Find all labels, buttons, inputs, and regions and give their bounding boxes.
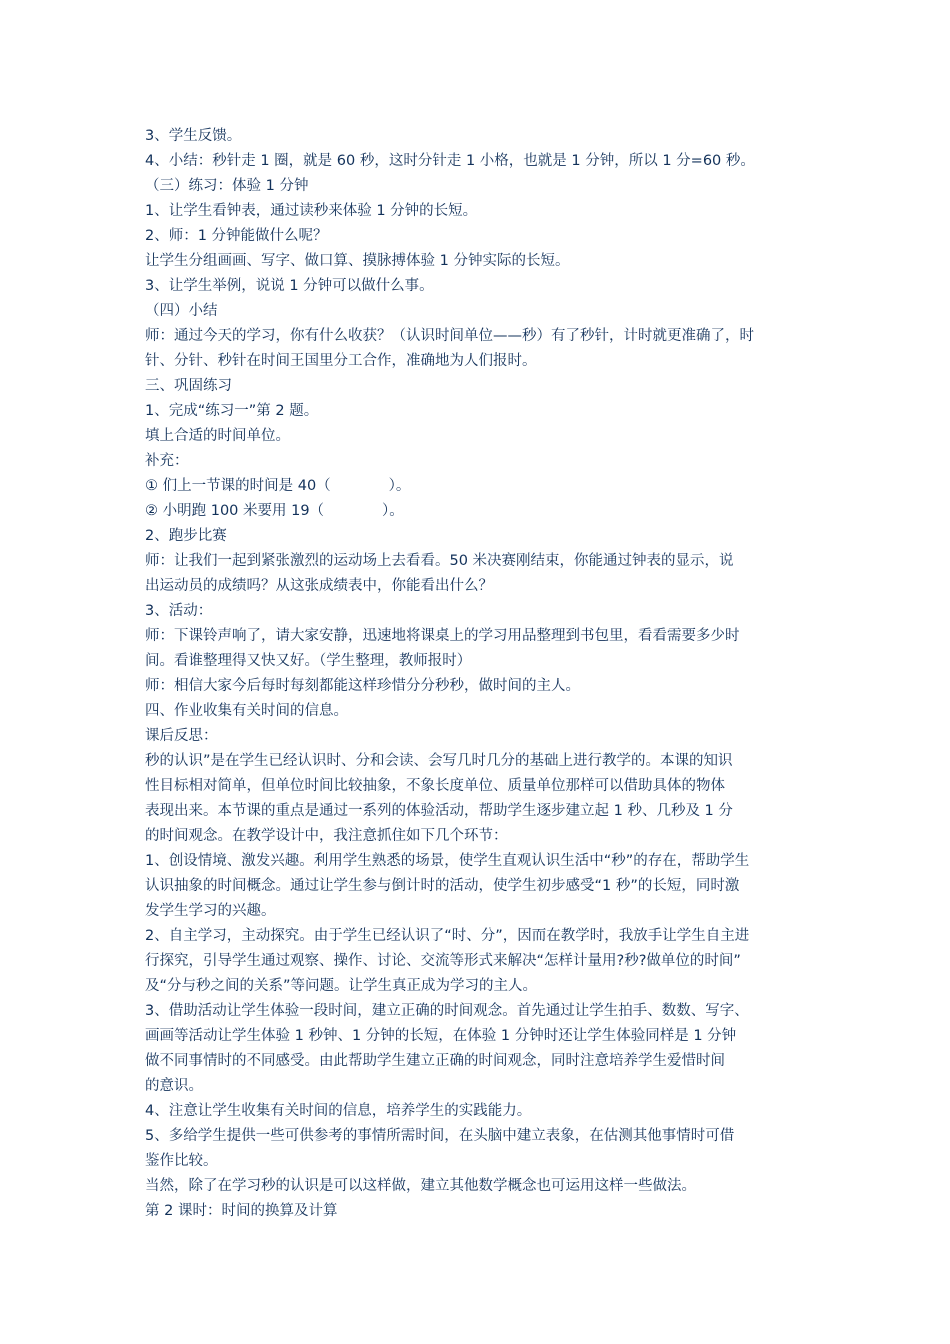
text-line: 表现出来。本节课的重点是通过一系列的体验活动，帮助学生逐步建立起 1 秒、几秒及 1 分 [145,803,733,819]
section-heading: （三）练习：体验 1 分钟 [145,178,309,194]
text-line: 的意识。 [145,1078,203,1094]
text-line: 认识抽象的时间概念。通过让学生参与倒计时的活动，使学生初步感受“1 秒”的长短，同时激 [145,878,740,894]
text-line: 1、让学生看钟表，通过读秒来体验 1 分钟的长短。 [145,203,478,219]
text-line: 2、师：1 分钟能做什么呢？ [145,228,328,244]
text-line: 做不同事情时的不同感受。由此帮助学生建立正确的时间观念，同时注意培养学生爱惜时间 [145,1053,725,1069]
text-line: 1、创设情境、激发兴趣。利用学生熟悉的场景，使学生直观认识生活中“秒”的存在，帮助学生 [145,853,750,869]
text-line: 4、注意让学生收集有关时间的信息，培养学生的实践能力。 [145,1103,532,1119]
text-line: 师：相信大家今后每时每刻都能这样珍惜分分秒秒，做时间的主人。 [145,678,580,694]
text-line: 3、活动： [145,603,213,619]
exercise-item: ① 们上一节课的时间是 40（ ）。 [145,478,411,494]
text-line: 间。看谁整理得又快又好。（学生整理，教师报时） [145,653,472,669]
text-line: 性目标相对简单，但单位时间比较抽象，不象长度单位、质量单位那样可以借助具体的物体 [145,778,725,794]
text-line: 填上合适的时间单位。 [145,428,290,444]
text-line: 发学生学习的兴趣。 [145,903,276,919]
text-line: 3、借助活动让学生体验一段时间，建立正确的时间观念。首先通过让学生拍手、数数、写字、 [145,1003,749,1019]
section-heading: 课后反思： [145,728,218,744]
text-line: 的时间观念。在教学设计中，我注意抓住如下几个环节： [145,828,508,844]
text-line: 2、自主学习，主动探究。由于学生已经认识了“时、分”，因而在教学时，我放手让学生自主进 [145,928,750,944]
text-line: 秒的认识”是在学生已经认识时、分和会读、会写几时几分的基础上进行教学的。本课的知识 [145,753,733,769]
text-line: 2、跑步比赛 [145,528,227,544]
text-line: 让学生分组画画、写字、做口算、摸脉搏体验 1 分钟实际的长短。 [145,253,570,269]
text-line: 4、小结：秒针走 1 圈，就是 60 秒，这时分针走 1 小格，也就是 1 分钟，所以 1 分=60 秒。 [145,153,755,169]
text-line: 鉴作比较。 [145,1153,218,1169]
section-heading: 第 2 课时：时间的换算及计算 [145,1203,338,1219]
text-line: 师：通过今天的学习，你有什么收获？（认识时间单位——秒）有了秒针，计时就更准确了，时 [145,328,754,344]
exercise-item: ② 小明跑 100 米要用 19（ ）。 [145,503,404,519]
text-line: 5、多给学生提供一些可供参考的事情所需时间，在头脑中建立表象，在估测其他事情时可借 [145,1128,735,1144]
text-line: 师：让我们一起到紧张激烈的运动场上去看看。50 米决赛刚结束，你能通过钟表的显示，说 [145,553,734,569]
document-body [145,124,809,1224]
text-line: 行探究，引导学生通过观察、操作、讨论、交流等形式来解决“怎样计量用?秒?做单位的时间” [145,953,741,969]
text-line: 当然，除了在学习秒的认识是可以这样做，建立其他数学概念也可运用这样一些做法。 [145,1178,696,1194]
text-line: 及“分与秒之间的关系”等问题。让学生真正成为学习的主人。 [145,978,538,994]
text-line: 针、分针、秒针在时间王国里分工合作，准确地为人们报时。 [145,353,537,369]
text-line: 画画等活动让学生体验 1 秒钟、1 分钟的长短，在体验 1 分钟时还让学生体验同样是 1 分钟 [145,1028,737,1044]
text-line: 补充： [145,453,189,469]
section-heading: （四）小结 [145,303,218,319]
text-line: 出运动员的成绩吗？从这张成绩表中，你能看出什么？ [145,578,493,594]
text-line: 1、完成“练习一”第 2 题。 [145,403,319,419]
text-line: 3、学生反馈。 [145,128,242,144]
section-heading: 三、巩固练习 [145,378,232,394]
section-heading: 四、作业收集有关时间的信息。 [145,703,348,719]
text-line: 3、让学生举例，说说 1 分钟可以做什么事。 [145,278,434,294]
text-line: 师：下课铃声响了，请大家安静，迅速地将课桌上的学习用品整理到书包里，看看需要多少时 [145,628,740,644]
